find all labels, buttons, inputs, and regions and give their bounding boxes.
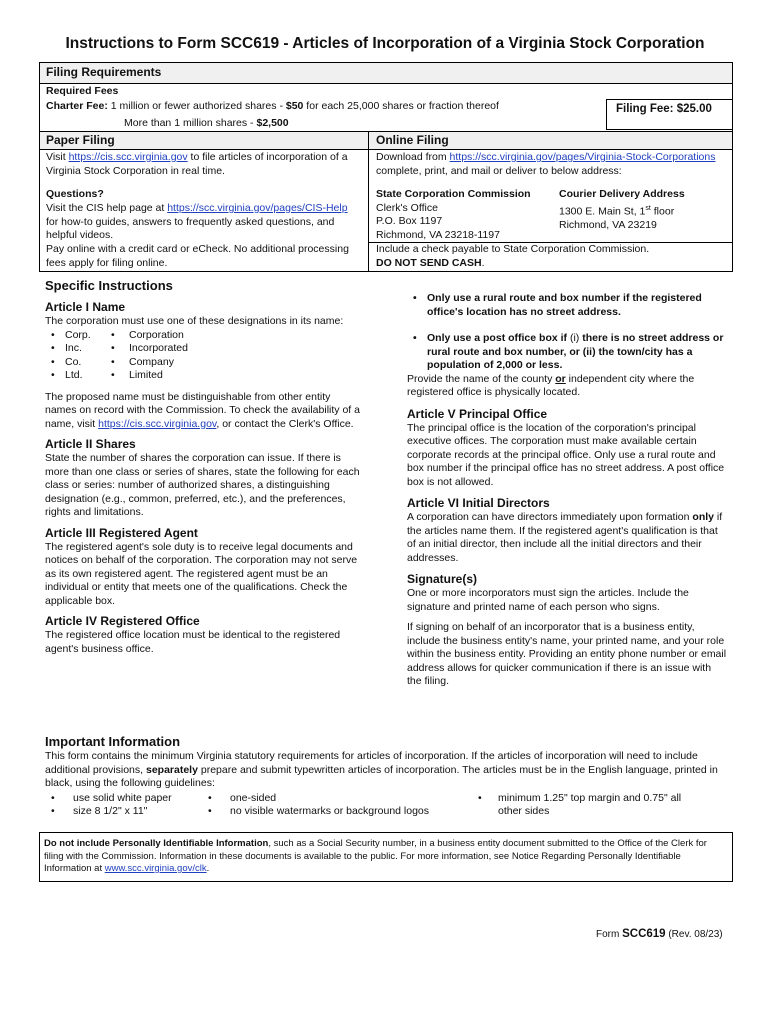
page-title: Instructions to Form SCC619 - Articles of Incorporation of a Virginia Stock Corporation	[65, 35, 705, 52]
signatures-text-1: One or more incorporators must sign the articles. Include the signature and printed name of each person who signs.	[407, 587, 689, 613]
online-filing-heading: Online Filing	[376, 133, 449, 147]
scc-address: State Corporation Commission Clerk's Office P.O. Box 1197 Richmond, VA 23218-1197	[376, 188, 531, 241]
article-4-text: The registered office location must be identical to the registered agent's business office.	[45, 629, 341, 655]
article-5-heading: Article V Principal Office	[407, 406, 548, 421]
list-item: • use solid white paper	[45, 792, 202, 806]
list-item: • size 8 1/2" x 11"	[45, 805, 202, 819]
specific-instructions-heading: Specific Instructions	[45, 278, 173, 293]
rural-route-bullet: • Only use a rural route and box number if the registered office's location has no street address.	[407, 292, 727, 319]
list-item: • no visible watermarks or background logos	[202, 805, 472, 819]
questions-heading: Questions?	[46, 188, 104, 200]
article-6-text: A corporation can have directors immediately upon formation only if the articles name them. If the registered agent's qualification is that of an initial director, then include all the initial directors and their addresses.	[407, 511, 723, 564]
guidelines-list	[45, 792, 729, 819]
list-item: • one-sided	[202, 792, 472, 806]
charter-fee-line1: Charter Fee: 1 million or fewer authorized shares - $50 for each 25,000 shares or fraction thereof	[46, 100, 499, 112]
courier-address: Courier Delivery Address 1300 E. Main St, 1st floor Richmond, VA 23219	[559, 188, 685, 231]
filing-requirements-heading: Filing Requirements	[46, 65, 162, 79]
cis-link[interactable]: https://cis.scc.virginia.gov	[68, 151, 188, 163]
list-item: • Corporation	[105, 329, 188, 343]
important-information-heading: Important Information	[45, 734, 181, 749]
list-item: • Corp.	[45, 329, 105, 343]
charter-fee-line2: More than 1 million shares - $2,500	[124, 117, 289, 129]
designations-list	[45, 329, 363, 383]
important-text: This form contains the minimum Virginia statutory requirements for articles of incorporation. If the articles of incorporation will need to include additional provisions, separately prepare and submit typewritten articles of incorporation. The articles must be in the English language, printed in black, using the following guidelines:	[45, 750, 718, 789]
article-1-heading: Article I Name	[45, 300, 126, 314]
article-3-text: The registered agent's sole duty is to receive legal documents and notices on behalf of the corporation. The corporation may not serve as its own registered agent. The registered agent must be an individual or entity that meets one of the qualifications. Check the applicable box.	[45, 540, 358, 607]
required-fees-label: Required Fees	[46, 85, 119, 97]
questions-text: Visit the CIS help page at https://scc.virginia.gov/pages/CIS-Help for how-to guides, answers to frequently asked questions, and helpful videos.	[46, 202, 348, 241]
specific-instructions-right	[407, 292, 727, 689]
paper-filing-heading: Paper Filing	[46, 133, 115, 147]
paper-visit-text: Visit https://cis.scc.virginia.gov to file articles of incorporation of a Virginia Stock Corporation in real time.	[46, 151, 348, 177]
name-availability-link[interactable]: https://cis.scc.virginia.gov	[98, 417, 217, 430]
po-box-bullet: • Only use a post office box if (i) there is no street address or rural route and box number, or (ii) the town/city has a population of 2,000 or less.	[407, 332, 727, 373]
article-2-text: State the number of shares the corporation can issue. If there is more than one class or series of shares, state the following for each class or series: number of authorized shares, a distinguishing designation (e.g., common, preferred, etc.), and the preferences, rights and limitations.	[45, 452, 360, 518]
list-item: • Co.	[45, 356, 105, 370]
filing-requirements-box	[39, 62, 733, 272]
article-2-heading: Article II Shares	[45, 437, 136, 451]
filing-fee: Filing Fee: $25.00	[616, 103, 712, 115]
list-item: • Inc.	[45, 342, 105, 356]
list-item: • Ltd.	[45, 369, 105, 383]
article-3-heading: Article III Registered Agent	[45, 525, 198, 540]
download-link[interactable]: https://scc.virginia.gov/pages/Virginia-Stock-Corporations	[449, 151, 716, 163]
article-1-intro: The corporation must use one of these designations in its name:	[45, 315, 344, 327]
list-item: • minimum 1.25" top margin and 0.75" all other sides	[472, 792, 702, 819]
important-information	[45, 734, 729, 819]
specific-instructions-left	[45, 278, 363, 656]
list-item: • Incorporated	[105, 342, 188, 356]
pii-notice: Do not include Personally Identifiable Information, such as a Social Security number, in a business entity document submitted to the Office of the Clerk for filing with the Commission. Information in these documents is available to the public. For more information, see Notice Regarding Personally Identifiable Information at www.scc.virginia.gov/clk.	[39, 832, 733, 882]
check-payable-text: Include a check payable to State Corporation Commission. DO NOT SEND CASH.	[376, 243, 650, 269]
article-4-heading: Article IV Registered Office	[45, 614, 200, 628]
clerk-link[interactable]: www.scc.virginia.gov/clk	[104, 863, 207, 874]
article-6-heading: Article VI Initial Directors	[407, 496, 550, 510]
cis-help-link[interactable]: https://scc.virginia.gov/pages/CIS-Help	[167, 202, 348, 214]
signatures-heading: Signature(s)	[407, 572, 478, 586]
county-text: Provide the name of the county or independent city where the registered office is physically located.	[407, 372, 695, 398]
form-footer: Form SCC619 (Rev. 08/23)	[596, 928, 723, 940]
pay-online-text: Pay online with a credit card or eCheck. No additional processing fees apply for filing online.	[46, 243, 349, 269]
download-text: Download from https://scc.virginia.gov/pages/Virginia-Stock-Corporations complete, print, and mail or deliver to below address:	[376, 151, 716, 177]
article-5-text: The principal office is the location of the corporation's principal executive offices. The corporation must make available certain corporate records at the principal office. Only use a rural route and box number if the principal office has no street address. A post office box is not allowed.	[407, 421, 725, 488]
signatures-text-2: If signing on behalf of an incorporator that is a business entity, include the business entity's name, your printed name, and your role within the business entity. Providing an entity phone number or email address allows for quicker communication if there is an issue with the filing.	[407, 621, 727, 687]
article-1-text: The proposed name must be distinguishable from other entity names on record with the Commission. To check the availability of a name, visit https://cis.scc.virginia.gov, or contact the Clerk's Office.	[45, 390, 360, 430]
list-item: • Limited	[105, 369, 188, 383]
list-item: • Company	[105, 356, 188, 370]
